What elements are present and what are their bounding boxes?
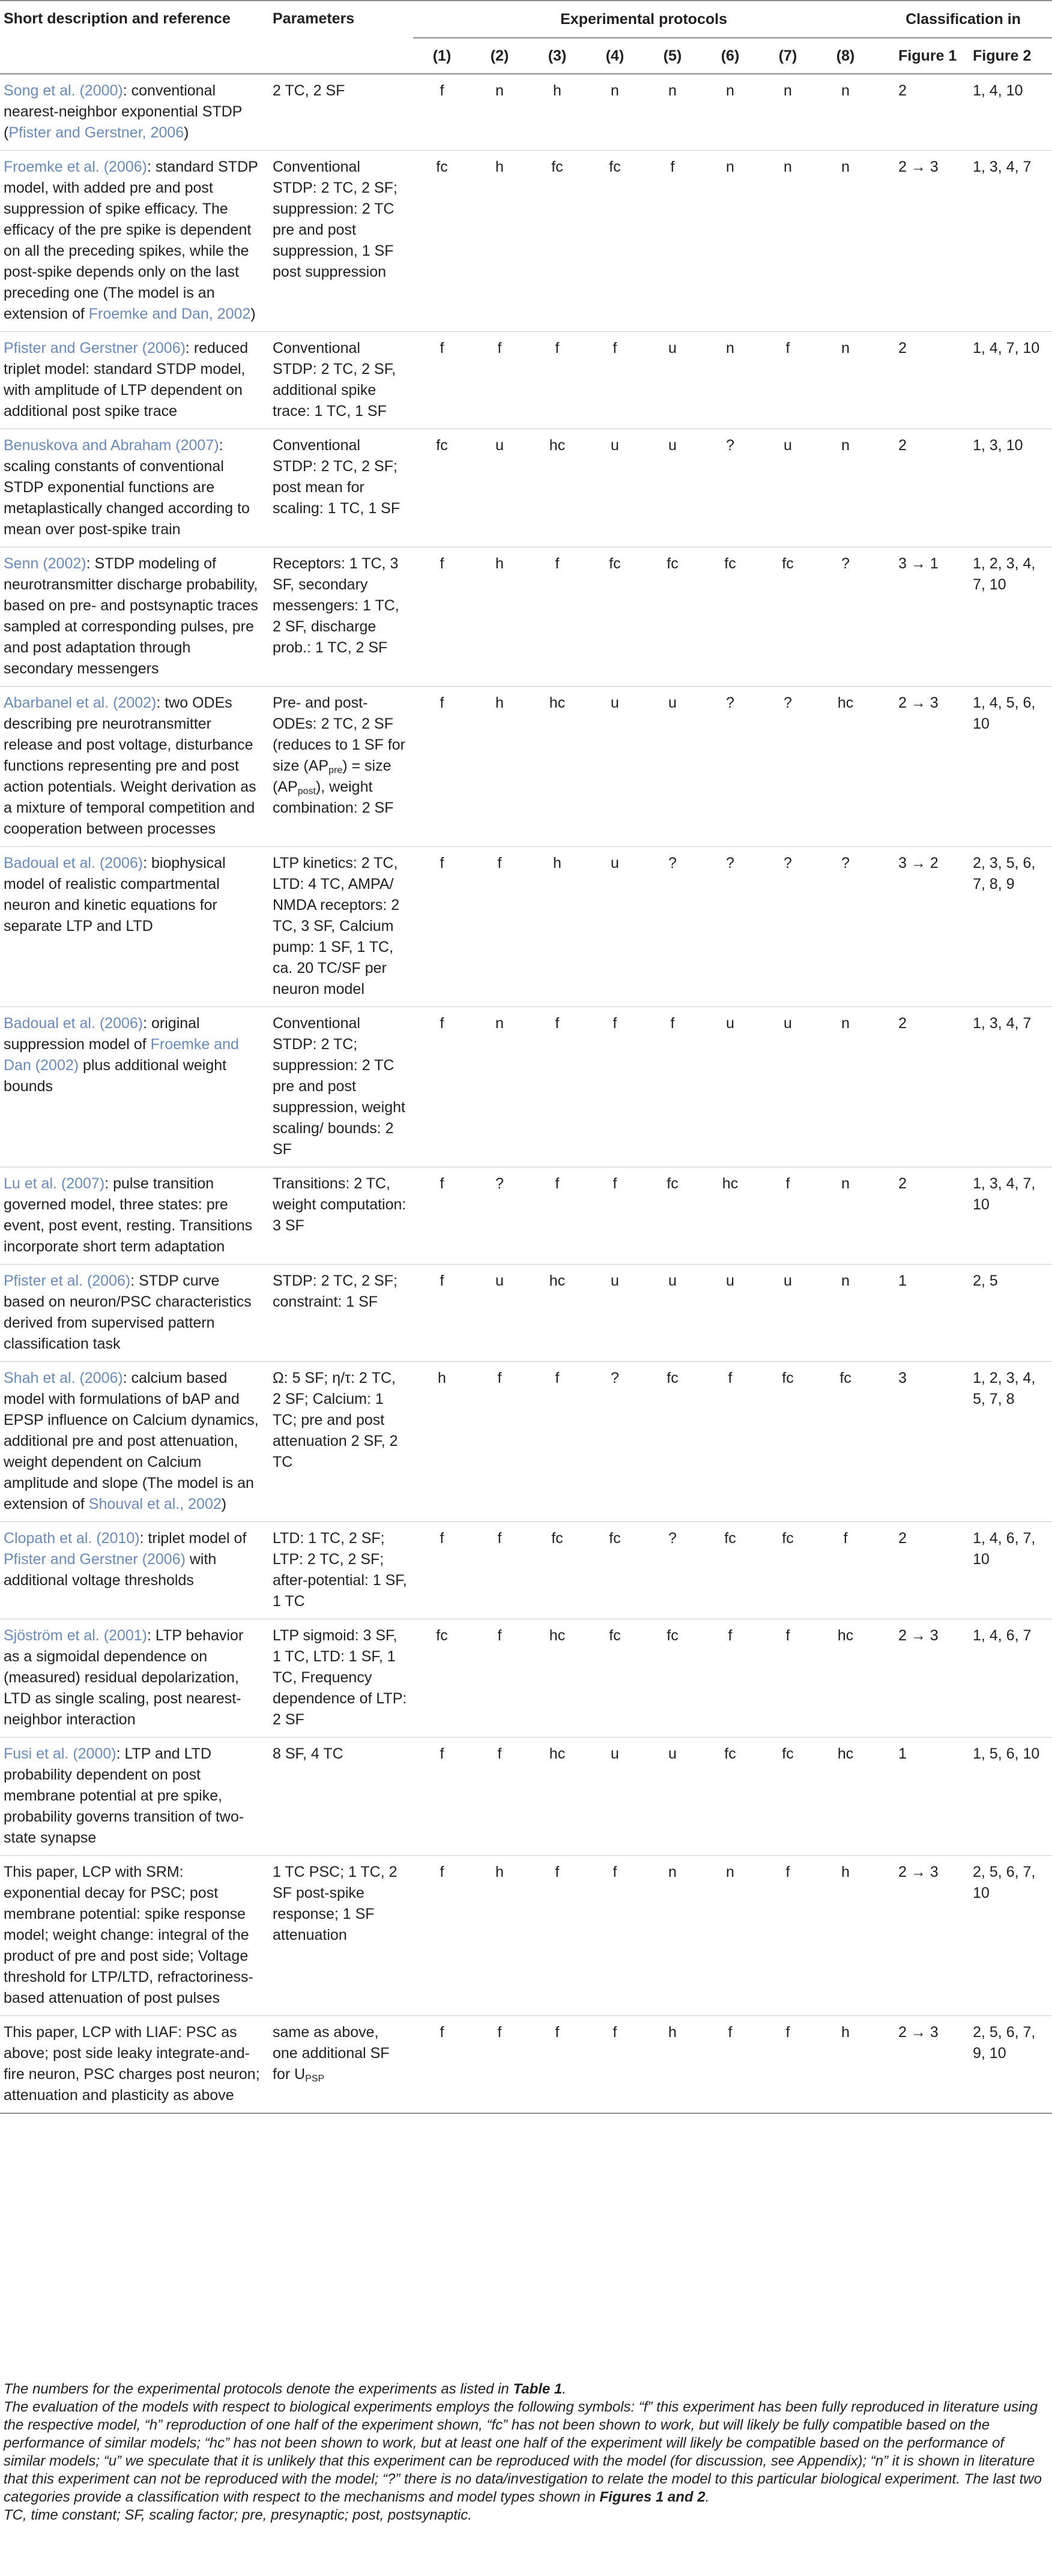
figure-1-class-cell: 2 (874, 429, 973, 547)
protocol-4-cell: u (586, 429, 644, 547)
short-description-cell (0, 1167, 271, 1265)
protocol-4-cell: u (586, 1265, 644, 1362)
protocol-5-cell: u (644, 429, 701, 547)
protocol-7-cell: u (759, 1007, 817, 1167)
parameters-cell: Conventional STDP: 2 TC; suppression: 2 TC pre and post suppression, weight scaling/ bounds: 2 SF (271, 1007, 413, 1167)
figure-1-class-cell: 2 → 3 (874, 151, 973, 332)
description-text: with additional voltage thresholds (4, 1551, 217, 1589)
short-description-cell (0, 1738, 271, 1856)
figure-2-class-cell: 1, 4, 6, 7, 10 (973, 1522, 1052, 1619)
protocol-3-cell: h (528, 74, 586, 151)
protocol-3-cell: f (528, 1167, 586, 1265)
short-description-cell (0, 687, 271, 847)
protocol-1-cell: f (413, 1522, 471, 1619)
protocol-2-cell: h (471, 151, 528, 332)
figure-2-class-cell: 1, 3, 4, 7 (973, 1007, 1052, 1167)
protocol-7-cell: fc (759, 1522, 817, 1619)
reference-link[interactable]: Pfister and Gerstner (2006) (4, 340, 186, 357)
table-row (0, 1856, 1052, 2016)
reference-link[interactable]: Froemke et al. (2006) (4, 158, 147, 175)
figure-2-class-cell: 1, 3, 4, 7 (973, 151, 1052, 332)
protocol-2-cell: h (471, 687, 528, 847)
protocol-6-cell: u (701, 1007, 759, 1167)
protocol-4-cell: f (586, 1007, 644, 1167)
protocol-7-cell: fc (759, 1362, 817, 1522)
protocol-5-cell: ? (644, 1522, 701, 1619)
protocol-3-cell: fc (528, 1522, 586, 1619)
footnote-1-end: . (562, 2381, 566, 2397)
table-row (0, 1265, 1052, 1362)
protocol-6-cell: fc (701, 1522, 759, 1619)
figures-link[interactable]: Figures 1 and 2 (599, 2489, 706, 2505)
parameters-text: ) = size (AP (273, 757, 391, 795)
protocol-6-cell: f (701, 2016, 759, 2114)
protocol-6-cell: n (701, 1856, 759, 2016)
protocol-8-cell: hc (817, 1619, 874, 1738)
description-text: : STDP curve based on neuron/PSC characteristics derived from supervised pattern classification task (4, 1272, 252, 1352)
protocol-4-cell: fc (586, 547, 644, 687)
reference-link[interactable]: Abarbanel et al. (2002) (4, 694, 157, 711)
parameters-subscript: post (297, 786, 316, 796)
protocol-1-cell: f (413, 1007, 471, 1167)
protocol-8-cell: hc (817, 687, 874, 847)
protocol-5-cell: h (644, 2016, 701, 2114)
parameters-text: ), weight combination: 2 SF (273, 778, 394, 816)
short-description-cell (0, 847, 271, 1007)
protocol-6-cell: f (701, 1619, 759, 1738)
protocol-3-cell: hc (528, 1619, 586, 1738)
protocol-4-cell: f (586, 1167, 644, 1265)
protocol-1-cell: f (413, 332, 471, 429)
protocol-2-cell: n (471, 74, 528, 151)
parameters-cell: Transitions: 2 TC, weight computation: 3 SF (271, 1167, 413, 1265)
protocol-1-cell: f (413, 2016, 471, 2114)
table-row (0, 547, 1052, 687)
table-row (0, 1362, 1052, 1522)
short-description-cell (0, 1619, 271, 1738)
figure-2-class-cell: 1, 4, 6, 7 (973, 1619, 1052, 1738)
figure-2-class-cell: 1, 4, 7, 10 (973, 332, 1052, 429)
protocol-8-cell: fc (817, 1362, 874, 1522)
table-1-link[interactable]: Table 1 (513, 2381, 563, 2397)
protocol-5-cell: fc (644, 1167, 701, 1265)
protocol-6-cell: n (701, 151, 759, 332)
protocol-5-cell: u (644, 1265, 701, 1362)
figure-1-class-cell: 1 (874, 1265, 973, 1362)
protocol-6-cell: ? (701, 847, 759, 1007)
protocol-1-cell: f (413, 1167, 471, 1265)
footnote-symbols (4, 2398, 1048, 2506)
header-protocol-5: (5) (644, 38, 701, 74)
reference-link[interactable]: Pfister and Gerstner, 2006 (8, 124, 184, 141)
figure-2-class-cell: 1, 2, 3, 4, 7, 10 (973, 547, 1052, 687)
protocol-3-cell: fc (528, 151, 586, 332)
reference-link[interactable]: Pfister et al. (2006) (4, 1272, 131, 1289)
header-experimental-protocols: Experimental protocols (413, 1, 874, 38)
description-text: ) (184, 124, 189, 141)
table-row (0, 847, 1052, 1007)
reference-link[interactable]: Benuskova and Abraham (2007) (4, 437, 219, 454)
reference-link[interactable]: Froemke and Dan, 2002 (88, 305, 251, 322)
protocol-2-cell: u (471, 1265, 528, 1362)
protocol-7-cell: ? (759, 687, 817, 847)
figure-1-class-cell: 2 → 3 (874, 1619, 973, 1738)
protocol-3-cell: f (528, 1007, 586, 1167)
reference-link[interactable]: Froemke and Dan (2002) (4, 1036, 239, 1074)
protocol-6-cell: u (701, 1265, 759, 1362)
protocol-6-cell: f (701, 1362, 759, 1522)
description-text: : calcium based model with formulations of bAP and EPSP influence on Calcium dynamics, additional pre and post attenuation, weight dependent on Calcium amplitude and slope (The model is an extension of (4, 1370, 259, 1512)
protocol-4-cell: fc (586, 1619, 644, 1738)
description-text: ) (250, 305, 256, 322)
protocol-5-cell: fc (644, 1362, 701, 1522)
protocol-1-cell: f (413, 687, 471, 847)
table-row (0, 1738, 1052, 1856)
figure-2-class-cell: 2, 3, 5, 6, 7, 8, 9 (973, 847, 1052, 1007)
header-protocol-4: (4) (586, 38, 644, 74)
short-description-cell (0, 151, 271, 332)
protocol-8-cell: n (817, 429, 874, 547)
figure-2-class-cell: 1, 4, 5, 6, 10 (973, 687, 1052, 847)
protocol-7-cell: u (759, 429, 817, 547)
header-protocol-6: (6) (701, 38, 759, 74)
protocol-5-cell: f (644, 151, 701, 332)
short-description-cell (0, 2016, 271, 2114)
protocol-4-cell: u (586, 1738, 644, 1856)
description-text: : conventional nearest-neighbor exponential STDP ( (4, 82, 243, 141)
description-text: : triplet model of (139, 1530, 247, 1547)
protocol-1-cell: h (413, 1362, 471, 1522)
table-row (0, 429, 1052, 547)
parameters-cell: 1 TC PSC; 1 TC, 2 SF post-spike response; 1 SF attenuation (271, 1856, 413, 2016)
figure-1-class-cell: 1 (874, 1738, 973, 1856)
protocol-3-cell: h (528, 847, 586, 1007)
protocol-8-cell: n (817, 151, 874, 332)
protocol-5-cell: u (644, 1738, 701, 1856)
description-text: : reduced triplet model: standard STDP model, with amplitude of LTP dependent on additional post spike trace (4, 340, 249, 420)
header-figure-2: Figure 2 (973, 38, 1052, 74)
parameters-cell: Conventional STDP: 2 TC, 2 SF; post mean for scaling: 1 TC, 1 SF (271, 429, 413, 547)
protocol-1-cell: f (413, 547, 471, 687)
reference-link[interactable]: Clopath et al. (2010) (4, 1530, 140, 1547)
protocol-6-cell: n (701, 332, 759, 429)
parameters-cell: LTD: 1 TC, 2 SF; LTP: 2 TC, 2 SF; after-potential: 1 SF, 1 TC (271, 1522, 413, 1619)
protocol-3-cell: f (528, 547, 586, 687)
protocol-6-cell: ? (701, 687, 759, 847)
protocol-8-cell: h (817, 2016, 874, 2114)
header-protocol-1: (1) (413, 38, 471, 74)
short-description-cell (0, 547, 271, 687)
figure-1-class-cell: 2 → 3 (874, 2016, 973, 2114)
short-description-cell (0, 429, 271, 547)
footnote-2-text: The evaluation of the models with respect to biological experiments employs the following symbols: “f” this experiment has been fully reproduced in literature using the respective model, “h” reproduction of one half of the experiment shown, “fc” has not been shown to work, but will likely be fully compatible based on the performance of similar models; “hc” has not been shown to work, but at least one half of the experiment will likely be compatible based on the performance of similar models; “u” we speculate that it is unlikely that this experiment can be reproduced with the model (for discussion, see Appendix); “n” it is shown in literature that this experiment can not be reproduced with the model; “?” there is no data/investigation to relate the model to this particular biological experiment. The last two categories provide a classification with respect to the mechanisms and model types shown in (4, 2399, 1042, 2505)
figure-1-class-cell: 2 (874, 1522, 973, 1619)
protocol-4-cell: n (586, 74, 644, 151)
protocol-4-cell: f (586, 2016, 644, 2114)
reference-link[interactable]: Shah et al. (2006) (4, 1370, 123, 1386)
description-text: : original suppression model of (4, 1015, 200, 1053)
short-description-cell (0, 1856, 271, 2016)
protocol-6-cell: hc (701, 1167, 759, 1265)
short-description-cell (0, 1265, 271, 1362)
parameters-cell: LTP sigmoid: 3 SF, 1 TC, LTD: 1 SF, 1 TC, Frequency dependence of LTP: 2 SF (271, 1619, 413, 1738)
parameters-cell: LTP kinetics: 2 TC, LTD: 4 TC, AMPA/ NMDA receptors: 2 TC, 3 SF, Calcium pump: 1 SF, 1 TC, ca. 20 TC/SF per neuron model (271, 847, 413, 1007)
protocol-7-cell: f (759, 1856, 817, 2016)
parameters-cell: 8 SF, 4 TC (271, 1738, 413, 1856)
protocol-8-cell: ? (817, 847, 874, 1007)
protocol-3-cell: hc (528, 687, 586, 847)
description-text: : LTP behavior as a sigmoidal dependence on (measured) residual depolarization, LTD as single scaling, post nearest-neighbor interaction (4, 1627, 244, 1728)
figure-2-class-cell: 2, 5, 6, 7, 9, 10 (973, 2016, 1052, 2114)
figure-1-class-cell: 3 → 2 (874, 847, 973, 1007)
description-text: plus additional weight bounds (4, 1057, 227, 1095)
short-description-cell (0, 1522, 271, 1619)
description-text: : LTP and LTD probability dependent on post membrane potential at pre spike, probability governs transition of two-state synapse (4, 1745, 244, 1846)
parameters-text: Pre- and post-ODEs: 2 TC, 2 SF (reduces to 1 SF for size (AP (273, 694, 405, 774)
footnote-protocol-numbers (4, 2380, 1048, 2398)
protocol-3-cell: hc (528, 1738, 586, 1856)
header-short-description: Short description and reference (0, 1, 271, 74)
table-row (0, 332, 1052, 429)
footnote-abbreviations: TC, time constant; SF, scaling factor; pre, presynaptic; post, postsynaptic. (4, 2507, 472, 2523)
protocol-8-cell: n (817, 1265, 874, 1362)
protocol-2-cell: f (471, 847, 528, 1007)
protocol-8-cell: n (817, 332, 874, 429)
protocol-5-cell: ? (644, 847, 701, 1007)
protocol-8-cell: hc (817, 1738, 874, 1856)
table-body (0, 74, 1052, 2113)
protocol-1-cell: fc (413, 1619, 471, 1738)
figure-2-class-cell: 1, 4, 10 (973, 74, 1052, 151)
description-text: ) (221, 1496, 227, 1512)
protocol-3-cell: hc (528, 429, 586, 547)
protocol-5-cell: u (644, 332, 701, 429)
table-row (0, 1007, 1052, 1167)
figure-1-class-cell: 2 → 3 (874, 687, 973, 847)
protocol-3-cell: hc (528, 1265, 586, 1362)
protocol-2-cell: f (471, 1522, 528, 1619)
description-text: : pulse transition governed model, three states: pre event, post event, resting. Transitions incorporate short term adaptation (4, 1175, 253, 1255)
reference-link[interactable]: Fusi et al. (2000) (4, 1745, 116, 1762)
reference-link[interactable]: Sjöström et al. (2001) (4, 1627, 147, 1644)
protocol-8-cell: n (817, 74, 874, 151)
figure-1-class-cell: 3 → 1 (874, 547, 973, 687)
protocol-2-cell: f (471, 332, 528, 429)
figure-1-class-cell: 3 (874, 1362, 973, 1522)
table-row (0, 687, 1052, 847)
table-row (0, 151, 1052, 332)
protocol-1-cell: fc (413, 429, 471, 547)
reference-link[interactable]: Badoual et al. (2006) (4, 855, 144, 871)
protocol-6-cell: ? (701, 429, 759, 547)
reference-link[interactable]: Song et al. (2000) (4, 82, 123, 99)
description-text: This paper, LCP with LIAF: PSC as above; post side leaky integrate-and-fire neuron, PSC charges post neuron; attenuation and plasticity as above (4, 2024, 260, 2104)
protocol-1-cell: fc (413, 151, 471, 332)
table-row (0, 1619, 1052, 1738)
protocol-4-cell: u (586, 687, 644, 847)
figure-2-class-cell: 1, 3, 10 (973, 429, 1052, 547)
protocol-2-cell: f (471, 1619, 528, 1738)
protocol-5-cell: f (644, 1007, 701, 1167)
figure-1-class-cell: 2 (874, 1167, 973, 1265)
parameters-subscript: PSP (305, 2074, 325, 2084)
description-text: : STDP modeling of neurotransmitter discharge probability, based on pre- and postsynaptic traces sampled at corresponding pulses, pre and post adaptation through secondary messengers (4, 555, 258, 677)
protocol-2-cell: u (471, 429, 528, 547)
protocol-6-cell: n (701, 74, 759, 151)
footnote-2-end: . (705, 2489, 710, 2505)
figure-1-class-cell: 2 (874, 332, 973, 429)
protocol-5-cell: u (644, 687, 701, 847)
parameters-text: same as above, one additional SF for U (273, 2024, 390, 2083)
protocol-7-cell: u (759, 1265, 817, 1362)
short-description-cell (0, 74, 271, 151)
protocol-5-cell: n (644, 74, 701, 151)
protocol-3-cell: f (528, 2016, 586, 2114)
protocol-7-cell: f (759, 1167, 817, 1265)
protocol-8-cell: f (817, 1522, 874, 1619)
protocol-2-cell: f (471, 1738, 528, 1856)
header-figure-1: Figure 1 (874, 38, 973, 74)
table-row (0, 1167, 1052, 1265)
parameters-cell: Ω: 5 SF; η/τ: 2 TC, 2 SF; Calcium: 1 TC; pre and post attenuation 2 SF, 2 TC (271, 1362, 413, 1522)
figure-1-class-cell: 2 → 3 (874, 1856, 973, 2016)
description-text: : standard STDP model, with added pre and post suppression of spike efficacy. The efficacy of the pre spike is dependent on all the preceding spikes, while the post-spike depends only on the last preceding one (The model is an extension of (4, 158, 258, 322)
protocol-4-cell: fc (586, 1522, 644, 1619)
protocol-2-cell: n (471, 1007, 528, 1167)
protocol-7-cell: fc (759, 547, 817, 687)
reference-link[interactable]: Lu et al. (2007) (4, 1175, 105, 1192)
footnote-1-text: The numbers for the experimental protocols denote the experiments as listed in (4, 2381, 513, 2397)
protocol-4-cell: fc (586, 151, 644, 332)
header-parameters: Parameters (271, 1, 413, 74)
reference-link[interactable]: Pfister and Gerstner (2006) (4, 1551, 186, 1568)
description-text: : biophysical model of realistic compartmental neuron and kinetic equations for separate LTP and LTD (4, 855, 226, 934)
protocol-1-cell: f (413, 74, 471, 151)
header-protocol-2: (2) (471, 38, 528, 74)
short-description-cell (0, 1362, 271, 1522)
figure-2-class-cell: 1, 2, 3, 4, 5, 7, 8 (973, 1362, 1052, 1522)
protocol-6-cell: fc (701, 1738, 759, 1856)
protocol-5-cell: n (644, 1856, 701, 2016)
short-description-cell (0, 332, 271, 429)
protocol-1-cell: f (413, 1856, 471, 2016)
protocol-8-cell: h (817, 1856, 874, 2016)
parameters-cell (271, 2016, 413, 2114)
header-protocol-3: (3) (528, 38, 586, 74)
protocol-8-cell: n (817, 1167, 874, 1265)
protocol-7-cell: f (759, 2016, 817, 2114)
protocol-5-cell: fc (644, 1619, 701, 1738)
table-footnotes (4, 2380, 1048, 2524)
figure-1-class-cell: 2 (874, 1007, 973, 1167)
parameters-cell: STDP: 2 TC, 2 SF; constraint: 1 SF (271, 1265, 413, 1362)
header-protocol-8: (8) (817, 38, 874, 74)
protocol-2-cell: h (471, 1856, 528, 2016)
protocol-1-cell: f (413, 1738, 471, 1856)
protocol-4-cell: f (586, 1856, 644, 2016)
description-text: : scaling constants of conventional STDP exponential functions are metaplastically changed according to mean over post-spike train (4, 437, 250, 538)
protocol-2-cell: f (471, 1362, 528, 1522)
figure-2-class-cell: 2, 5, 6, 7, 10 (973, 1856, 1052, 2016)
protocol-7-cell: fc (759, 1738, 817, 1856)
description-text: : two ODEs describing pre neurotransmitter release and post voltage, disturbance functions representing pre and post action potentials. Weight derivation as a mixture of temporal competition and cooperation between processes (4, 694, 256, 837)
protocol-6-cell: fc (701, 547, 759, 687)
parameters-cell (271, 687, 413, 847)
protocol-1-cell: f (413, 847, 471, 1007)
description-text: This paper, LCP with SRM: exponential decay for PSC; post membrane potential: spike response model; weight change: integral of the product of pre and post side; Voltage threshold for LTP/LTD, refractoriness-based attenuation of post pulses (4, 1864, 253, 2006)
header-protocol-7: (7) (759, 38, 817, 74)
parameters-cell: Conventional STDP: 2 TC, 2 SF, additional spike trace: 1 TC, 1 SF (271, 332, 413, 429)
protocol-3-cell: f (528, 1362, 586, 1522)
header-classification-in: Classification in (874, 1, 1052, 38)
protocol-3-cell: f (528, 1856, 586, 2016)
protocol-7-cell: f (759, 1619, 817, 1738)
table-row (0, 74, 1052, 151)
reference-link[interactable]: Badoual et al. (2006) (4, 1015, 144, 1032)
protocol-7-cell: ? (759, 847, 817, 1007)
reference-link[interactable]: Shouval et al., 2002 (88, 1496, 222, 1512)
protocol-2-cell: f (471, 2016, 528, 2114)
protocol-8-cell: ? (817, 547, 874, 687)
parameters-cell: Conventional STDP: 2 TC, 2 SF; suppression: 2 TC pre and post suppression, 1 SF post suppression (271, 151, 413, 332)
header-row-top (0, 1, 1052, 38)
parameters-subscript: pre (328, 765, 343, 775)
figure-1-class-cell: 2 (874, 74, 973, 151)
figure-2-class-cell: 2, 5 (973, 1265, 1052, 1362)
table-row (0, 2016, 1052, 2114)
figure-2-class-cell: 1, 3, 4, 7, 10 (973, 1167, 1052, 1265)
parameters-cell: 2 TC, 2 SF (271, 74, 413, 151)
protocol-2-cell: ? (471, 1167, 528, 1265)
protocol-3-cell: f (528, 332, 586, 429)
protocol-4-cell: f (586, 332, 644, 429)
short-description-cell (0, 1007, 271, 1167)
parameters-cell: Receptors: 1 TC, 3 SF, secondary messengers: 1 TC, 2 SF, discharge prob.: 1 TC, 2 SF (271, 547, 413, 687)
protocol-7-cell: n (759, 151, 817, 332)
protocol-1-cell: f (413, 1265, 471, 1362)
protocol-5-cell: fc (644, 547, 701, 687)
reference-link[interactable]: Senn (2002) (4, 555, 86, 572)
table-row (0, 1522, 1052, 1619)
protocol-2-cell: h (471, 547, 528, 687)
protocol-7-cell: f (759, 332, 817, 429)
protocol-7-cell: n (759, 74, 817, 151)
protocol-8-cell: n (817, 1007, 874, 1167)
figure-2-class-cell: 1, 5, 6, 10 (973, 1738, 1052, 1856)
protocol-4-cell: ? (586, 1362, 644, 1522)
protocol-4-cell: u (586, 847, 644, 1007)
